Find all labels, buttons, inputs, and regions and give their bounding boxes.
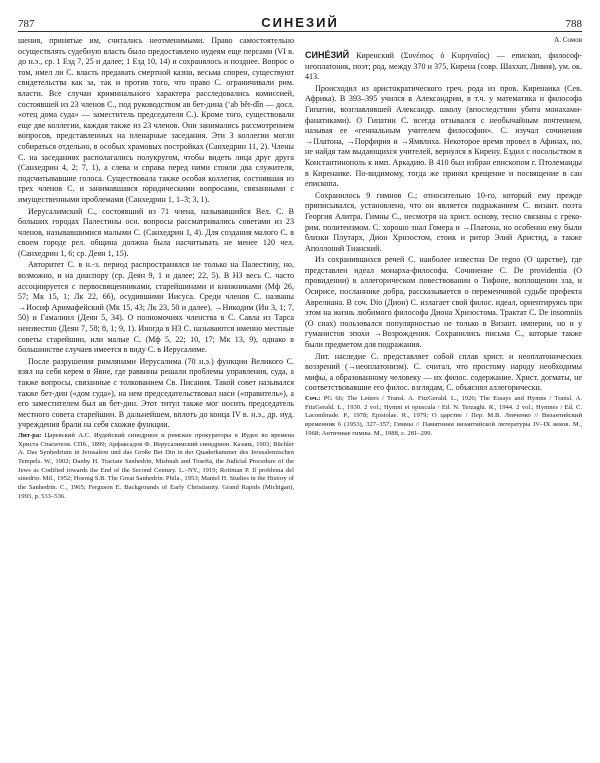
header-rule [18,31,582,32]
works-text: PG 66; The Letters / Transl. A. FitzGerald. L., 1926; The Essays and Hymns / Transl. A. FitzGerald. L., 1930. 2 vol.; Hymni et opuscula / Ed. N. Terzaghi. R., 1944. 2 vol.; Hymnes / Ed. C. Lacombrade. P., 1978; Epistolae. R., 1979; О царстве / Пер. М.В. Левченко // Византийский временник 6 (1953), 327–357; Гимны // Памятники византийской литературы IV–IX веков. М., 1968; Античные гимны. М., 1988, с. 281–299. [305,395,582,437]
page-header [18,8,582,30]
paragraph: Лит. наследие С. представляет собой сплав христ. и неоплатонических воззрений (→неоплатонизм). С. считал, что простому народу необходимы мифы, а образованному человеку — их филос. содержание. Христ. догматы, не соответствовавшие его филос. взглядам, С. объяснял аллегорически. [305,351,582,393]
bibliography-text: Царевский А.С. Иудейский синедрион и римские прокураторы в Иудее во времена Христа Спасителя. СПб., 1899; Арфаксадов Ф. Иерусалимский синедрион. Казань, 1903; Büchler A. Das Synhedrium in Jerusalem und das Große Bet Din in der Quaderkammer des Jerusalemischen Tempels. W., 1902; Danby H. Tractate Sanhedrin, Mishnah and Tosefta, the Judicial Procedure of the Jews as Codified towards the End of the Second Century. L.–NY., 1919; Roitman P. Il problema del sinedrio. Mil., 1952; Hoenig S.B. The Great Sanhedrin. Phila., 1953; Mantel H. Studies in the History of the Sanhedrin. C., 1965; Ferguson E. Backgrounds of Early Christianity. Grand Rapids (Michigan), 1993, p. 533–536. [18,431,294,500]
running-title: СИНЕЗИЙ [261,15,339,30]
paragraph: Из сохранившихся речей С. наиболее известна De regno (О царстве), где представлен идеал монарха-философа. Сочинение С. De providentia (О провидении) в аллегорическом повествовании о Тифоне, воплощении зла, и Осирисе, посланнике добра, рассказывается о переменчивой судьбе префекта Аврелиана. В соч. Dio (Дион) С. излагает свой филос. идеал, ориентируясь при этом на жизнь любимого философа Диона Хризостома. Трактат С. De insomniis (О снах) пользовался популярностью не только в Визант. империи, но и у гуманистов эпохи →Возрождения. Сохранились письма С., которые также были предметом для подражания. [305,255,582,350]
article-author: А. Сомов [554,36,582,44]
paragraph: шения, принятые им, считались неотменимыми. Право самостоятельно осуществлять судебную власть было предоставлено иудеям еще персами (VI в. до н.э., ср. 1 Езд 7, 25 и далее; 1 Езд 10, 14) и сохранялось и позднее. Вопрос о том, имел ли С. власть предавать смертной казни, весьма спорен, существуют свидетельства как за, так и против того, что право С. ограничивали рим. власти. Все случаи криминального характера расследовались комиссией, состоявшей из 23 членов С., под руководством ав бет-дина (‘ab bêt-dîn — досл. «отец дома суда» — заместитель председателя С.). Кроме того, существовали еще две коллегии, каждая также из 23 членов. Они занимались рассмотрением вопросов, представленных на пленарные заседания. Эти 3 коллегии могли собираться отдельно, в особых храмовых постройках (Санхедрин 11, 2). Члены С. на заседаниях располагались полукругом, чтобы видеть лица друг друга (Санхедрин 4, 2; 7, 1), а слева и справа перед ними стояли два служителя, подсчитывавшие голоса. Существовала также особая коллегия, состоявшая из трех членов С. и занимавшаяся юридическими вопросами, связанными с имущественными проблемами (Санхедрин 1, 1–3; 3, 1). [18,36,294,204]
bibliography-label: Лит-ра: [18,431,42,439]
page-number-right: 788 [565,18,582,30]
right-column [305,36,582,756]
entry-intro: Киренский (Συνέσιος ὁ Κυρηναῖος) — епископ, философ-неоплатоник, поэт; род. между 370 и 375, Кирена (совр. Шаххат, Ливия), ум. ок. 413. [305,51,582,82]
works-label: Соч.: [305,395,321,402]
works-list [305,395,582,439]
bibliography [18,432,294,502]
paragraph: После разрушения римлянами Иерусалима (70 н.э.) функции Великого С. взял на себя керем в Явне, где раввины решали проблемы управления, суда, а также вопросы, связанные с толкованием Св. Писания. Такой совет назывался также бет-дин («дом суда»), на нем председательствовал наси («правитель»), а его заместителем был ав бет-дин. Этот титул также мог носить председатель местного совета старейшин. В дальнейшем, вплоть до конца IV в. н.э., др. иуд. учреждения брали на себя схожие функции. [18,356,294,430]
entry-heading [305,50,582,83]
paragraph: Происходил из аристократического греч. рода из пров. Киренаика (Сев. Африка). В 393–395 учился в Александрии, в т.ч. у математика и философа Гипатии, возглавлявшей Александр. школу (впоследствии убита монахами-фанатиками). О Гипатии С. всегда отзывался с необычайным почтением, называя ее «гениальным учителем философии». С. изучал сочинения →Платона, →Порфирия и →Ямвлиха. Некоторое время провел в Афинах, но, не найдя там выдающихся учителей, вернулся в Кирену. Ездил с посольством в Константинополь к имп. Аркадию. В 410 был избран епископом г. Птолемаиды в Киренаике. По-видимому, тогда же принял крещение и посвящение в сан епископа. [305,83,582,189]
headword: СИНЕ́ЗИЙ [305,50,350,60]
page-number-left: 787 [18,18,35,30]
paragraph: Иерусалимский С., состоявший из 71 члена, называвшийся Вел. С. В больших городах Палестины осн. вопросы рассматривались советами из 23 членов, называвшимися малыми С. (Санхедрин 1, 4). Для создания малого С. в своем городе рел. община должна была насчитывать не менее 120 чел. (Санхедрин 1, 6; ср. Деян 1, 15). [18,206,294,258]
paragraph: Сохранилось 9 гимнов С.; относительно 10-го, который ему прежде приписывался, установлено, что он является подражанием С. визант. поэта Георгия Алитра. Гимны С., несмотря на христ. основу, тесно связаны с греко-рим. политеизмом. С. хорошо знал Гомера и →Платона, но особенно ему были близки Плутарх, Дион Хризостом, стоик и ритор Элий Аристид, а также Аполлоний Тианский. [305,190,582,253]
paragraph: Авторитет С. в н.-з. период распространялся не только на Палестину, но, возможно, и на диаспору (ср. Деян 9, 1 и далее; 22, 5). В Н3 весь С. часто ассоциируется с первосвященниками, старейшинами и книжниками (Мф 26, 57; Мк 15, 1; Лк 22, 66), осудившими Иисуса. Среди членов С. названы →Иосиф Аримафейский (Мк 15, 43; Лк 23, 50 и далее), →Никодим (Ин 3, 1; 7, 50) и Гамалиил (Деян 5, 34). О полномочиях членства в С. Савла из Тарса неизвестно (Деян 7, 58; 8, 1; 9, 1). Иногда в Н3 С. называются именно местные советы старейшин, или малые С. (Мф 5, 22; 10, 17; Мк 13, 9), однако в большинстве случаев имеется в виду С. в Иерусалиме. [18,260,294,355]
left-column [18,36,294,756]
